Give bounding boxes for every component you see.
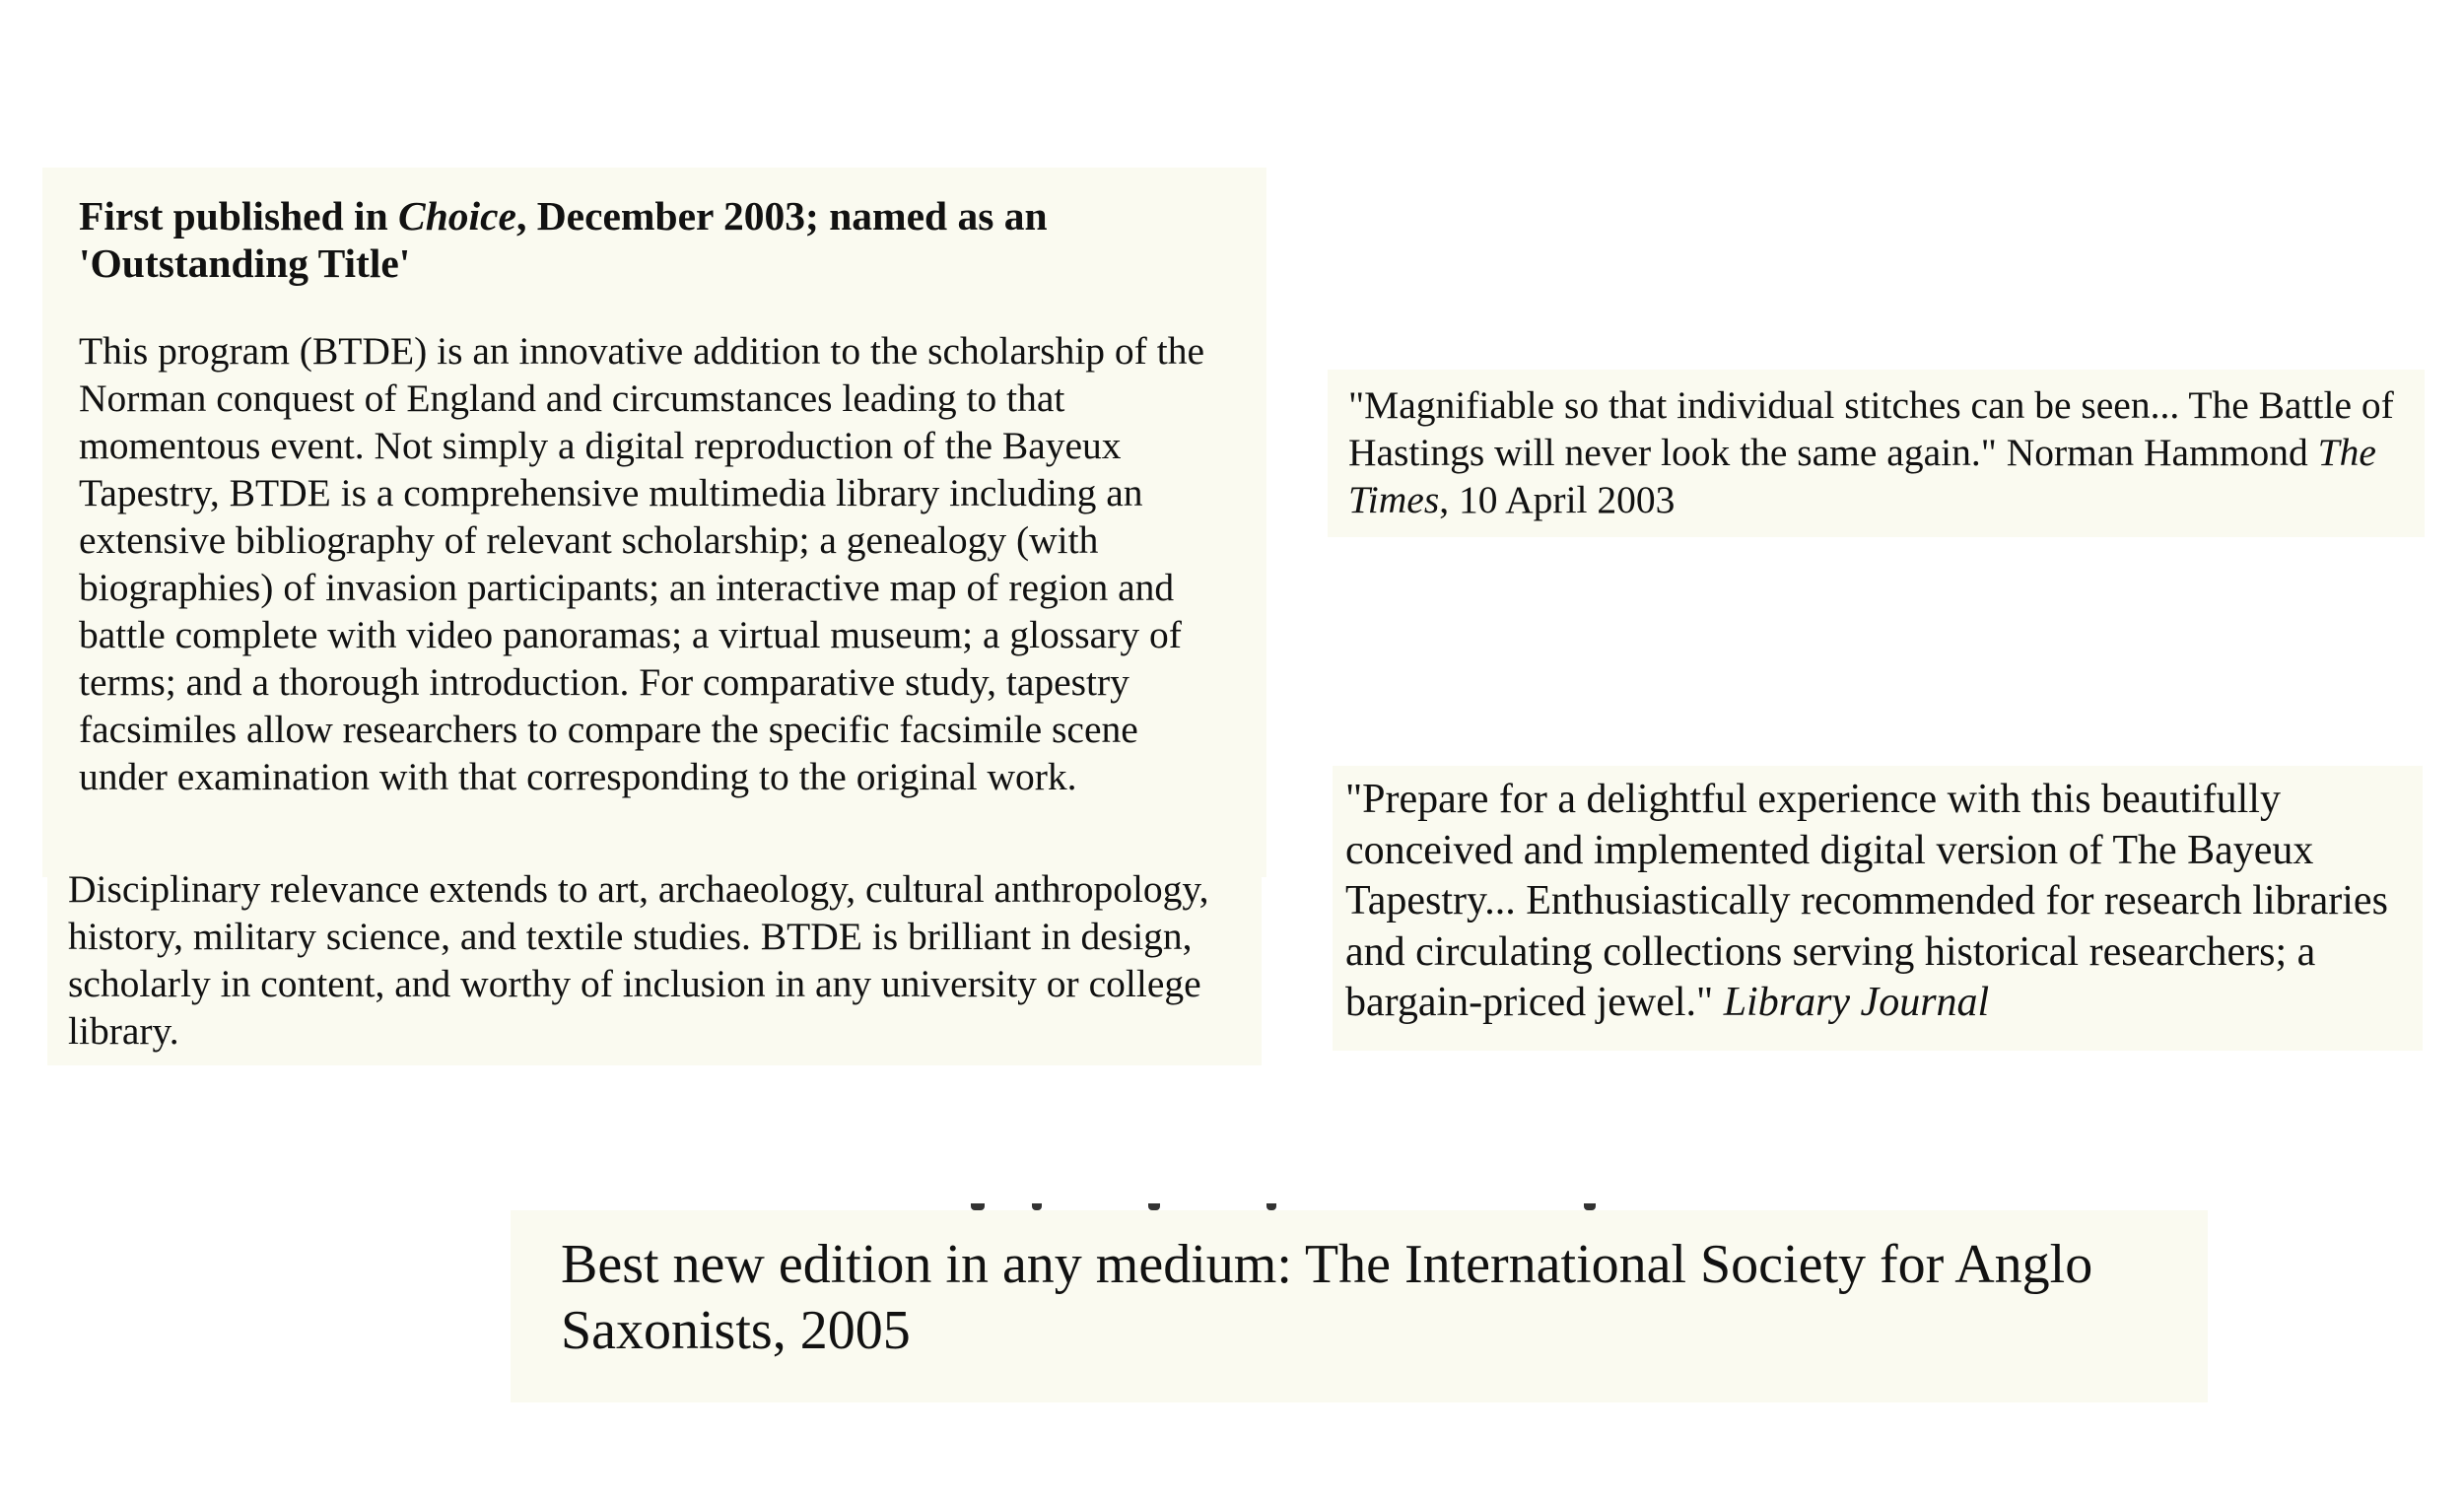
choice-heading-suffix: , December 2003; named as an 'Outstanding Title' — [79, 193, 1048, 286]
award-text: Best new edition in any medium: The International Society for Anglo Saxonists, 2005 — [561, 1234, 2093, 1361]
choice-review-body: This program (BTDE) is an innovative addition to the scholarship of the Norman conquest of England and circumstances leading to that momentous event. Not simply a digital reproduction of the Bayeux Tapestry, BTDE is a comprehensive multimedia library including an extensive bibliography of relevant scholarship; a genealogy (with biographies) of invasion participants; an interactive map of region and battle complete with video panoramas; a virtual museum; a glossary of terms; and a thorough introduction. For comparative study, tapestry facsimiles allow researchers to compare the specific facsimile scene under examination with that corresponding to the original work. — [79, 329, 1204, 798]
choice-heading-prefix: First published in — [79, 193, 399, 239]
award-panel — [511, 1210, 2208, 1402]
times-quote-date: , 10 April 2003 — [1439, 478, 1676, 521]
choice-review-continuation-panel — [47, 865, 1262, 1065]
times-quote — [1348, 381, 2405, 523]
library-journal-quote — [1345, 775, 2409, 1029]
library-journal-quote-text: "Prepare for a delightful experience with this beautifully conceived and implemented digital version of The Bayeux Tapestry... Enthusiastically recommended for research libraries and circulating collections serving historical researchers; a bargain-priced jewel." — [1345, 777, 2388, 1025]
choice-source-title: Choice — [398, 193, 516, 239]
choice-review-panel — [42, 168, 1266, 877]
cropped-text-fragment — [971, 1195, 1602, 1210]
times-quote-text: "Magnifiable so that individual stitches can be seen... The Battle of Hastings will never look the same again." Norman Hammond — [1348, 383, 2394, 474]
library-journal-quote-panel — [1333, 766, 2423, 1051]
choice-review-continuation: Disciplinary relevance extends to art, archaeology, cultural anthropology, history, military science, and textile studies. BTDE is brilliant in design, scholarly in content, and worthy of inclusion in any university or college library. — [68, 867, 1209, 1053]
times-quote-source: The Times — [1348, 431, 2376, 521]
choice-review-heading — [79, 192, 1231, 287]
times-quote-panel — [1328, 370, 2425, 537]
library-journal-quote-source: Library Journal — [1723, 980, 1990, 1025]
